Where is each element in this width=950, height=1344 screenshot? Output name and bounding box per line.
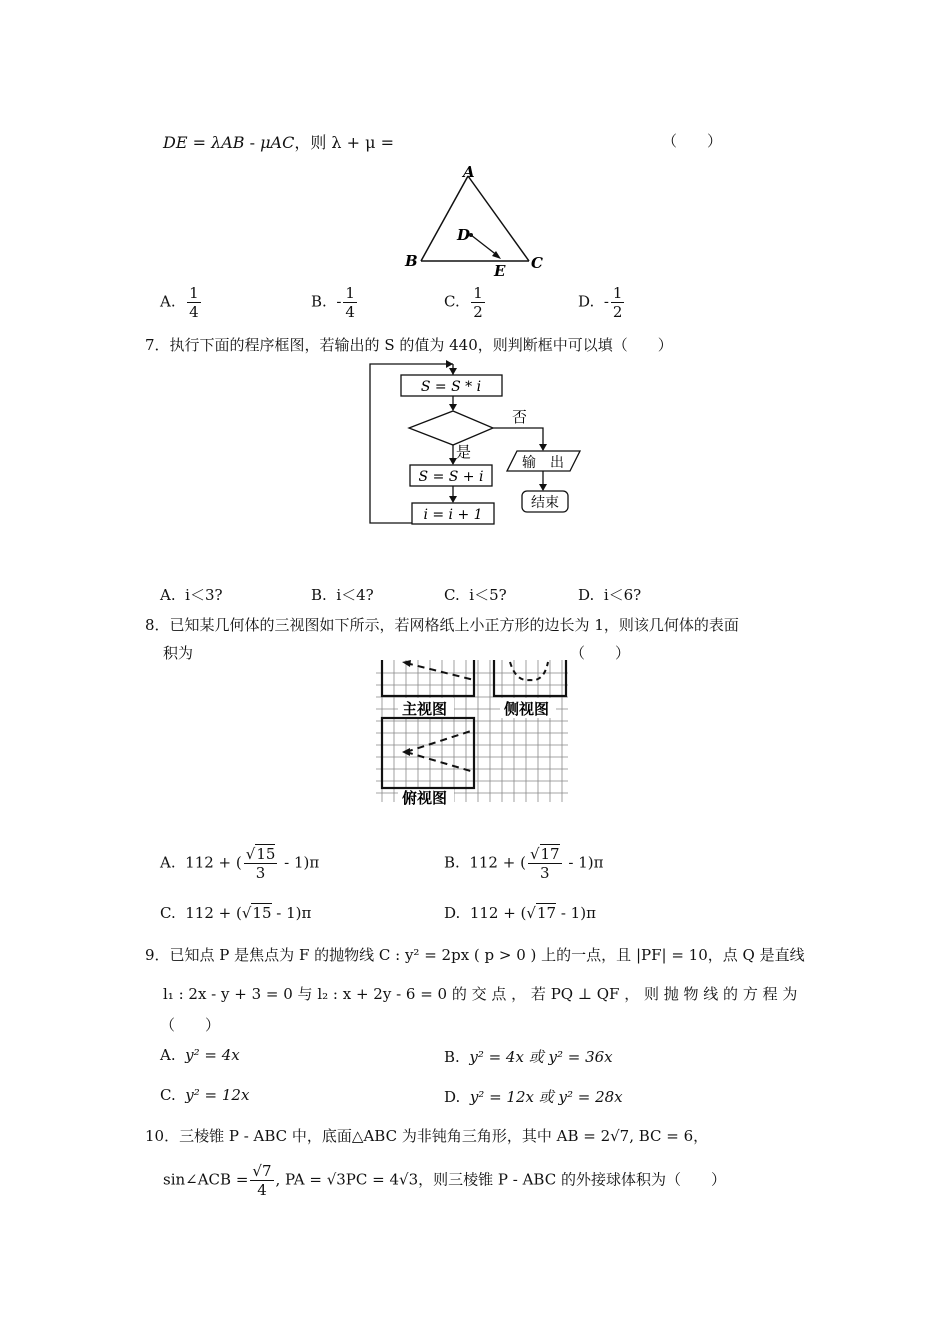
q6-tail-text: ，则 λ + μ = — [294, 133, 395, 152]
q9-question-line1: 9．已知点 P 是焦点为 F 的抛物线 C : y² = 2px ( p > 0 ) 上的一点，且 |PF| = 10，点 Q 是直线 — [145, 946, 805, 964]
q6-formula — [163, 130, 394, 153]
flow-end: 结束 — [531, 495, 559, 511]
q6-triangle-figure — [395, 162, 565, 280]
flow-box-increment: i = i + 1 — [423, 507, 483, 523]
fraction: $\frac{√17}{3}$ — [529, 845, 560, 882]
fraction: $\frac{√15}{3}$ — [245, 845, 276, 882]
q7-option-c[interactable]: C. i＜5? — [444, 586, 507, 604]
equals-sign: = — [187, 133, 212, 152]
label-a: A — [463, 163, 475, 181]
q8-three-views-figure — [376, 660, 572, 810]
minus-sign: - — [244, 133, 261, 152]
q9-option-d[interactable]: D. y² = 12x 或 y² = 28x — [444, 1088, 623, 1106]
q7-option-d[interactable]: D. i＜6? — [578, 586, 642, 604]
vector-de: DE — [163, 133, 188, 152]
flow-label-no: 否 — [512, 408, 528, 426]
fraction: $\frac{1}{4}$ — [189, 284, 199, 321]
label-c: C — [531, 254, 543, 272]
label-top-view: 俯视图 — [402, 789, 448, 807]
flow-output: 输 出 — [522, 455, 564, 471]
q8-option-b[interactable]: B. 112 + ( $\frac{√17}{3}$ - 1)π — [444, 845, 604, 882]
mu-symbol: μ — [260, 133, 271, 152]
label-e: E — [494, 262, 506, 280]
fraction: $\frac{1}{2}$ — [473, 284, 483, 321]
q6-option-a[interactable]: A. $\frac{1}{4}$ — [160, 284, 199, 321]
label-side-view: 侧视图 — [504, 700, 550, 718]
q10-question-line1: 10．三棱锥 P - ABC 中，底面△ABC 为非钝角三角形，其中 AB = 2√7, BC = 6， — [145, 1127, 709, 1145]
flow-box-multiply: S = S * i — [420, 379, 482, 395]
q9-question-line2: l₁ : 2x - y + 3 = 0 与 l₂ : x + 2y - 6 = 0 的 交 点 ， 若 PQ ⊥ QF ， 则 抛 物 线 的 方 程 为 — [163, 985, 798, 1003]
vector-ac: AC — [270, 133, 295, 152]
q10-question-line2: sin∠ACB = $\frac{√7}{4}$ , PA = √3PC = 4√3，则三棱锥 P - ABC 的外接球体积为（ ） — [163, 1162, 726, 1199]
q9-option-b[interactable]: B. y² = 4x 或 y² = 36x — [444, 1048, 613, 1066]
q8-answer-paren: （ ） — [570, 644, 631, 662]
q7-question-text: 7．执行下面的程序框图，若输出的 S 的值为 440，则判断框中可以填（ ） — [145, 336, 673, 354]
q8-question-line2: 积为 — [163, 644, 194, 662]
lambda-symbol: λ — [211, 133, 222, 152]
q7-option-a[interactable]: A. i＜3? — [160, 586, 223, 604]
label-front-view: 主视图 — [402, 700, 448, 718]
q9-option-a[interactable]: A. y² = 4x — [160, 1046, 240, 1064]
q6-answer-paren: （ ） — [662, 132, 723, 150]
q8-question-line1: 8．已知某几何体的三视图如下所示，若网格纸上小正方形的边长为 1，则该几何体的表面 — [145, 616, 739, 634]
q8-option-d[interactable]: D. 112 + (√17 - 1)π — [444, 904, 596, 922]
flow-label-yes: 是 — [456, 443, 472, 461]
q7-flowchart — [360, 358, 600, 540]
fraction: $\frac{√7}{4}$ — [252, 1162, 272, 1199]
vector-ab: AB — [221, 133, 245, 152]
q6-option-c[interactable]: C. $\frac{1}{2}$ — [444, 284, 483, 321]
label-d: D — [457, 226, 471, 244]
label-b: B — [405, 252, 418, 270]
q8-option-c[interactable]: C. 112 + (√15 - 1)π — [160, 904, 312, 922]
q9-option-c[interactable]: C. y² = 12x — [160, 1086, 250, 1104]
q6-option-d[interactable]: D. - $\frac{1}{2}$ — [578, 284, 623, 321]
q6-option-b[interactable]: B. - $\frac{1}{4}$ — [311, 284, 355, 321]
fraction: $\frac{1}{2}$ — [612, 284, 623, 321]
q7-option-b[interactable]: B. i＜4? — [311, 586, 374, 604]
flow-box-add: S = S + i — [418, 469, 484, 485]
fraction: $\frac{1}{4}$ — [345, 284, 355, 321]
q9-question-line3: （ ） — [160, 1016, 221, 1034]
q8-option-a[interactable]: A. 112 + ( $\frac{√15}{3}$ - 1)π — [160, 845, 320, 882]
